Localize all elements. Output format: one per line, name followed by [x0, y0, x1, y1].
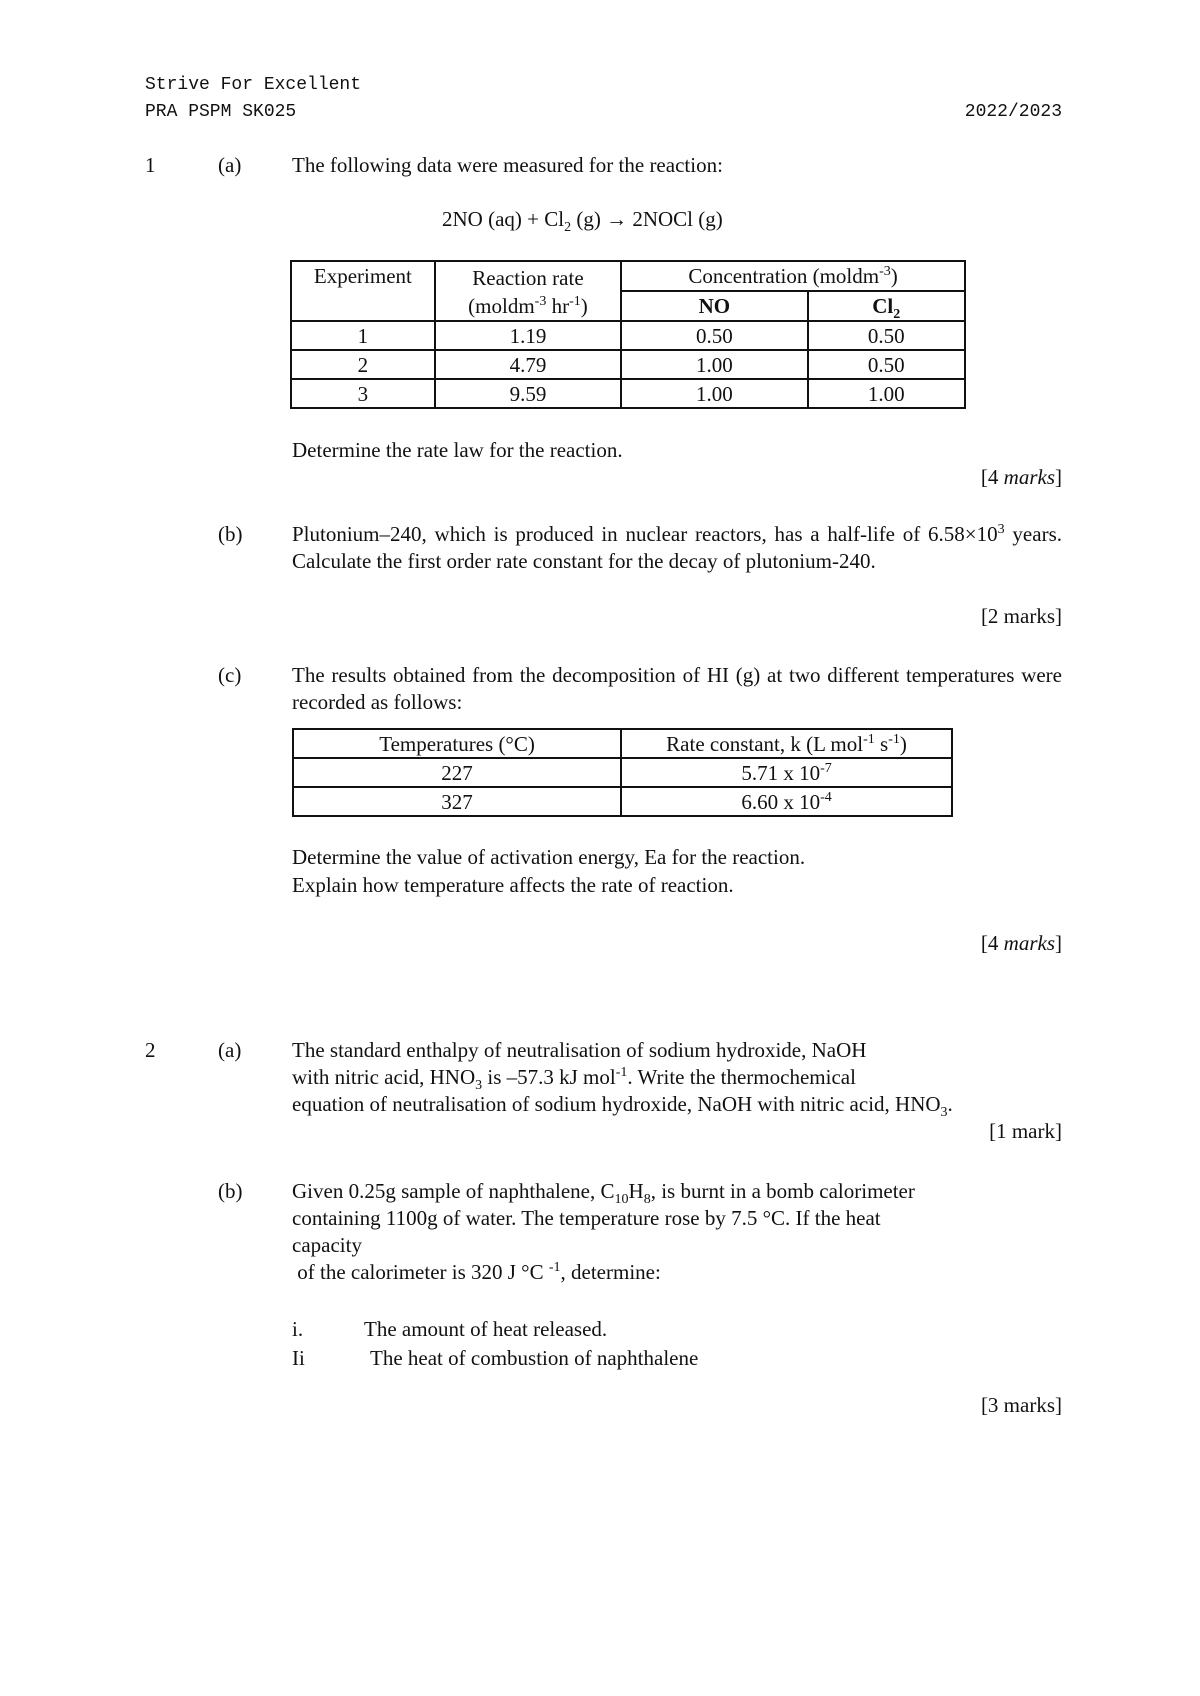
- question-1-number: 1: [145, 153, 156, 177]
- table-row: 1 1.19 0.50 0.50: [291, 321, 965, 350]
- header-reaction-rate: Reaction rate (moldm$^{-3}$ $hr^{-1}$): [435, 261, 621, 321]
- table-row: 2 4.79 1.00 0.50: [291, 350, 965, 379]
- table-row: 227 5.71 x $10^{-7}$: [293, 758, 952, 787]
- header-concentration: Concentration (moldm$^{-3}$): [621, 261, 965, 291]
- header-rate-constant: Rate constant, k (L mol$^{-1}$ $s^{-1}$): [621, 729, 952, 758]
- header-temperature: Temperatures (°C): [293, 729, 621, 758]
- q2a-marks: [1 mark]: [989, 1119, 1062, 1143]
- header-year: 2022/2023: [964, 102, 1062, 122]
- q1b-text: Plutonium–240, which is produced in nuclear reactors, has a half-life of $6.58\times 10^3$ years. Calculate the first order rate constant for the decay of plutonium-240.: [292, 522, 1062, 573]
- table-row: 327 6.60 x $10^{-4}$: [293, 787, 952, 816]
- q2b-line-2: containing 1100g of water. The temperature rose by 7.5 °C. If the heat: [292, 1206, 881, 1230]
- q1a-label: (a): [218, 153, 242, 177]
- q1a-question: Determine the rate law for the reaction.: [292, 438, 623, 462]
- rate-data-table: [290, 260, 966, 409]
- rate-constant-table: [292, 728, 953, 817]
- q2a-line-1: The standard enthalpy of neutralisation of sodium hydroxide, NaOH: [292, 1038, 867, 1062]
- q2b-item-ii-text: The heat of combustion of naphthalene: [370, 1346, 699, 1370]
- q2b-line-3: capacity: [292, 1233, 362, 1257]
- q2b-label: (b): [218, 1179, 243, 1203]
- q2b-marks: [3 marks]: [980, 1393, 1062, 1417]
- q2a-line-2: with nitric acid, $HNO_3$ is –57.3 kJ mol$^{-1}$. Write the thermochemical: [292, 1065, 856, 1094]
- header-no: NO: [621, 291, 807, 321]
- q2b-item-i-text: The amount of heat released.: [364, 1317, 608, 1341]
- q1a-marks: [4 marks]: [980, 465, 1062, 489]
- q1b-label: (b): [218, 522, 243, 546]
- header-title: Strive For Excellent: [145, 75, 362, 95]
- q1c-intro: The results obtained from the decomposition of HI (g) at two different temperatures were recorded as follows:: [292, 663, 1062, 714]
- table-row: 3 9.59 1.00 1.00: [291, 379, 965, 408]
- q1c-question-1: Determine the value of activation energy, Ea for the reaction.: [292, 845, 806, 869]
- q1c-marks: [4 marks]: [980, 931, 1062, 955]
- header-experiment: Experiment: [291, 261, 435, 321]
- q2a-label: (a): [218, 1038, 242, 1062]
- question-2-number: 2: [145, 1038, 156, 1062]
- reaction-equation: 2NO $(aq) + Cl_2$ (g) → 2NOCl (g): [442, 207, 723, 236]
- header-cl2: $Cl_2$: [808, 291, 966, 321]
- q1b-marks: [2 marks]: [980, 604, 1062, 628]
- q2b-item-ii-label: Ii: [292, 1346, 305, 1370]
- q1a-intro: The following data were measured for the reaction:: [292, 153, 723, 177]
- q1c-label: (c): [218, 663, 242, 687]
- header-course: PRA PSPM SK025: [145, 102, 297, 122]
- q2b-line-4: of the calorimeter is 320 J °C $^{-1}$, determine:: [292, 1260, 661, 1284]
- q2b-line-1: Given 0.25g sample of naphthalene, $C_{10}H_8$, is burnt in a bomb calorimeter: [292, 1179, 915, 1208]
- q1c-question-2: Explain how temperature affects the rate of reaction.: [292, 873, 734, 897]
- q2b-item-i-label: i.: [292, 1317, 304, 1341]
- q2a-line-3: equation of neutralisation of sodium hydroxide, NaOH with nitric acid, $HNO_3$.: [292, 1092, 953, 1121]
